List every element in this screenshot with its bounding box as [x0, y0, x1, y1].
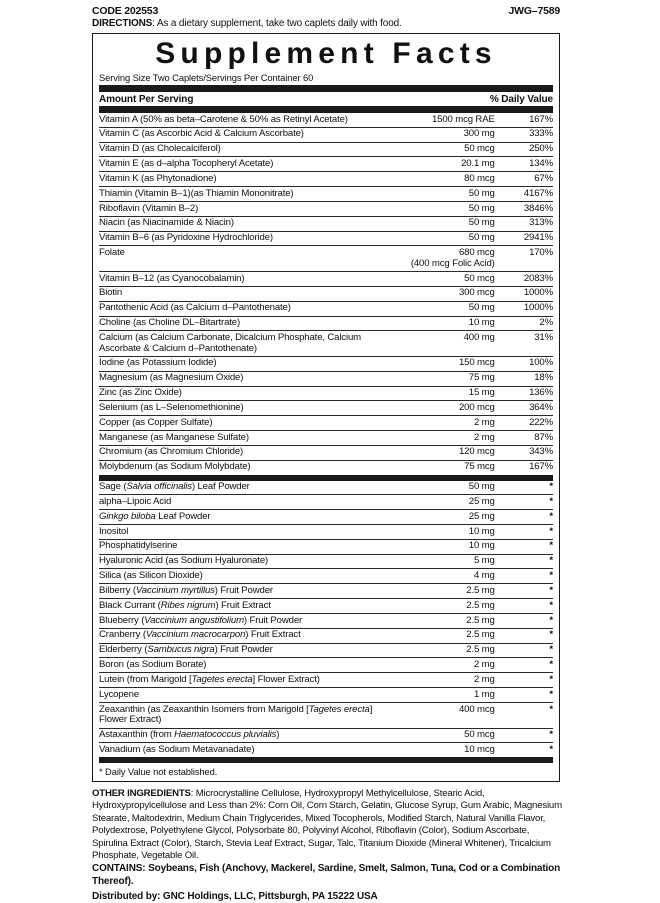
nutrient-daily-value: 3846% [495, 201, 553, 216]
nutrient-daily-value: 343% [495, 445, 553, 460]
blend-ingredient-amount: 2 mg [400, 673, 494, 688]
blend-ingredient-amount: 50 mg [400, 481, 494, 495]
nutrient-daily-value: 18% [495, 371, 553, 386]
table-row [99, 356, 553, 371]
nutrient-amount: 300 mcg [400, 286, 494, 301]
nutrient-name: Vitamin B–12 (as Cyanocobalamin) [99, 272, 400, 287]
distributed-by-line: Distributed by: GNC Holdings, LLC, Pittsburgh, PA 15222 USA [92, 891, 378, 903]
nutrient-amount: 2 mg [400, 416, 494, 431]
blend-ingredient-name: Lycopene [99, 688, 400, 703]
nutrient-daily-value: 2083% [495, 272, 553, 287]
nutrient-name: Vitamin D (as Cholecalciferol) [99, 142, 400, 157]
table-row [99, 554, 553, 569]
nutrient-name: Molybdenum (as Sodium Molybdate) [99, 461, 251, 473]
table-row [99, 539, 553, 554]
table-row [99, 481, 553, 495]
nutrient-name: Magnesium (as Magnesium Oxide) [99, 371, 400, 386]
blend-ingredient-amount: 10 mcg [464, 743, 495, 755]
table-row [99, 743, 553, 757]
table-row [99, 331, 553, 357]
table-row [99, 688, 553, 703]
blend-ingredient-daily-value: * [495, 673, 553, 688]
blend-ingredient-name: Silica (as Silicon Dioxide) [99, 569, 400, 584]
table-row [99, 569, 553, 584]
nutrient-amount: 50 mg [400, 187, 494, 202]
nutrient-daily-value: 134% [495, 157, 553, 172]
table-row [99, 584, 553, 599]
nutrient-daily-value: 313% [495, 216, 553, 231]
blend-ingredient-daily-value: * [549, 743, 553, 755]
nutrient-amount: 50 mg [400, 231, 494, 246]
amount-header-row [99, 92, 553, 108]
blend-ingredient-daily-value: * [495, 569, 553, 584]
nutrient-name: Choline (as Choline DL–Bitartrate) [99, 316, 400, 331]
nutrient-daily-value: 136% [495, 386, 553, 401]
nutrient-daily-value: 2% [495, 316, 553, 331]
blend-ingredient-daily-value: * [495, 702, 553, 728]
nutrient-name: Vitamin A (50% as beta–Carotene & 50% as Retinyl Acetate) [99, 113, 400, 127]
table-row [99, 416, 553, 431]
nutrient-amount: 120 mcg [400, 445, 494, 460]
blend-ingredient-daily-value: * [495, 584, 553, 599]
blend-ingredient-amount: 1 mg [400, 688, 494, 703]
nutrient-daily-value: 4167% [495, 187, 553, 202]
table-row [99, 628, 553, 643]
table-row [99, 525, 553, 540]
directions-line [92, 18, 560, 29]
blend-ingredient-amount: 2 mg [400, 658, 494, 673]
blend-ingredient-amount: 50 mcg [400, 728, 494, 743]
blend-ingredient-amount: 10 mg [400, 539, 494, 554]
nutrient-name: Zinc (as Zinc Oxide) [99, 386, 400, 401]
blend-ingredient-amount: 25 mg [400, 510, 494, 525]
table-row [99, 445, 553, 460]
table-row [99, 510, 553, 525]
blend-ingredient-amount: 2.5 mg [400, 613, 494, 628]
table-row [99, 187, 553, 202]
nutrient-amount: 300 mg [400, 127, 494, 142]
nutrient-daily-value: 1000% [495, 301, 553, 316]
table-row [99, 401, 553, 416]
product-code-bar [92, 5, 560, 17]
blend-ingredient-daily-value: * [495, 728, 553, 743]
blend-ingredient-name: Phosphatidylserine [99, 539, 400, 554]
nutrient-name: Niacin (as Niacinamide & Niacin) [99, 216, 400, 231]
other-ingredients-label: OTHER INGREDIENTS [92, 788, 191, 799]
nutrient-daily-value: 67% [495, 172, 553, 187]
table-row [99, 386, 553, 401]
blend-ingredient-amount: 10 mg [400, 525, 494, 540]
nutrient-amount: 50 mcg [400, 142, 494, 157]
allergen-contains-line: CONTAINS: Soybeans, Fish (Anchovy, Mackerel, Sardine, Smelt, Salmon, Tuna, Cod or a Combination Thereof). [92, 863, 561, 888]
table-row [99, 613, 553, 628]
table-row [99, 231, 553, 246]
nutrient-name: Chromium (as Chromium Chloride) [99, 445, 400, 460]
table-row [99, 113, 553, 127]
sku-code: JWG–7589 [508, 5, 560, 17]
blend-table [99, 481, 553, 758]
nutrient-name: Manganese (as Manganese Sulfate) [99, 431, 400, 446]
footer-block [92, 788, 562, 903]
directions-text: : As a dietary supplement, take two caplets daily with food. [152, 18, 402, 29]
blend-ingredient-daily-value: * [495, 628, 553, 643]
nutrient-name: Thiamin (Vitamin B–1)(as Thiamin Mononitrate) [99, 187, 400, 202]
serving-size-line: Serving Size Two Caplets/Servings Per Container 60 [99, 72, 553, 86]
nutrient-amount: 50 mg [400, 216, 494, 231]
blend-ingredient-daily-value: * [495, 495, 553, 510]
nutrient-name: Iodine (as Potassium Iodide) [99, 356, 400, 371]
table-row [99, 142, 553, 157]
blend-ingredient-daily-value: * [495, 643, 553, 658]
blend-ingredient-amount: 2.5 mg [400, 628, 494, 643]
nutrient-amount: 80 mcg [400, 172, 494, 187]
blend-ingredient-name: Zeaxanthin (as Zeaxanthin Isomers from Marigold [Tagetes erecta] Flower Extract) [99, 702, 400, 728]
blend-ingredient-name: Elderberry (Sambucus nigra) Fruit Powder [99, 643, 400, 658]
nutrient-amount: 150 mcg [400, 356, 494, 371]
other-ingredients-text: : Microcrystalline Cellulose, Hydroxypropyl Methylcellulose, Stearic Acid, Hydroxypropylcellulose and Less than 2%: Corn Oil, Corn Starch, Gelatin, Glucose Syrup, Gum Arabic, Magnesium Stearate, Maltodextrin, Medium Chain Triglycerides, Mixed Tocopherols, Modified Starch, Natural Vanilla Flavor, Polydextrose, Polyethylene Glycol, Polysorbate 80, Polyvinyl Alcohol, Riboflavin (Color), Sodium Ascorbate, Spirulina Extract (Color), Starch, Stevia Leaf Extract, Sugar, Talc, Titanium Dioxide (Mineral Whitener), Tricalcium Phosphate, Vegetable Oil. [92, 788, 562, 861]
nutrient-daily-value: 333% [495, 127, 553, 142]
table-row [99, 216, 553, 231]
nutrient-name: Vitamin K (as Phytonadione) [99, 172, 400, 187]
nutrient-table [99, 113, 553, 475]
table-row [99, 495, 553, 510]
nutrient-daily-value: 364% [495, 401, 553, 416]
table-row [99, 201, 553, 216]
table-row [99, 157, 553, 172]
nutrient-daily-value: 2941% [495, 231, 553, 246]
blend-ingredient-amount: 400 mcg [400, 702, 494, 728]
blend-ingredient-amount: 4 mg [400, 569, 494, 584]
table-row [99, 316, 553, 331]
blend-ingredient-daily-value: * [495, 613, 553, 628]
nutrient-amount: 1500 mcg RAE [400, 113, 494, 127]
blend-ingredient-name: Black Currant (Ribes nigrum) Fruit Extract [99, 599, 400, 614]
nutrient-amount: 50 mg [400, 301, 494, 316]
blend-ingredient-name: Vanadium (as Sodium Metavanadate) [99, 743, 255, 755]
nutrient-amount: 10 mg [400, 316, 494, 331]
nutrient-name: Copper (as Copper Sulfate) [99, 416, 400, 431]
blend-ingredient-amount: 5 mg [400, 554, 494, 569]
nutrient-name: Vitamin E (as d–alpha Tocopheryl Acetate) [99, 157, 400, 172]
table-row [99, 286, 553, 301]
nutrient-amount: 75 mcg [464, 461, 495, 473]
product-code: CODE 202553 [92, 5, 159, 17]
nutrient-amount: 15 mg [400, 386, 494, 401]
nutrient-daily-value: 87% [495, 431, 553, 446]
nutrient-daily-value: 1000% [495, 286, 553, 301]
blend-ingredient-name: Hyaluronic Acid (as Sodium Hyaluronate) [99, 554, 400, 569]
blend-ingredient-name: Boron (as Sodium Borate) [99, 658, 400, 673]
supplement-facts-panel [92, 33, 560, 782]
nutrient-daily-value: 250% [495, 142, 553, 157]
nutrient-name: Folate [99, 246, 400, 272]
blend-ingredient-daily-value: * [495, 599, 553, 614]
nutrient-amount: 200 mcg [400, 401, 494, 416]
table-row [99, 673, 553, 688]
nutrient-name: Biotin [99, 286, 400, 301]
nutrient-name: Vitamin C (as Ascorbic Acid & Calcium Ascorbate) [99, 127, 400, 142]
table-row [99, 599, 553, 614]
nutrient-amount: 20.1 mg [400, 157, 494, 172]
blend-ingredient-amount: 25 mg [400, 495, 494, 510]
directions-label: DIRECTIONS [92, 18, 153, 29]
other-ingredients-paragraph [92, 788, 562, 862]
blend-ingredient-daily-value: * [495, 688, 553, 703]
blend-ingredient-name: Bilberry (Vaccinium myrtillus) Fruit Powder [99, 584, 400, 599]
blend-ingredient-amount: 2.5 mg [400, 643, 494, 658]
blend-ingredient-daily-value: * [495, 510, 553, 525]
table-row [99, 127, 553, 142]
blend-ingredient-amount: 2.5 mg [400, 599, 494, 614]
blend-ingredient-name: Cranberry (Vaccinium macrocarpon) Fruit Extract [99, 628, 400, 643]
table-row [99, 371, 553, 386]
blend-ingredient-daily-value: * [495, 525, 553, 540]
nutrient-amount: 400 mg [400, 331, 494, 357]
table-row [99, 301, 553, 316]
blend-ingredient-daily-value: * [495, 554, 553, 569]
nutrient-daily-value: 170% [495, 246, 553, 272]
table-row [99, 728, 553, 743]
blend-ingredient-name: Astaxanthin (from Haematococcus pluvialis) [99, 728, 400, 743]
blend-ingredient-daily-value: * [495, 539, 553, 554]
blend-ingredient-name: Sage (Salvia officinalis) Leaf Powder [99, 481, 400, 495]
table-row [99, 643, 553, 658]
daily-value-footnote: * Daily Value not established. [99, 765, 218, 777]
nutrient-amount: 50 mcg [400, 272, 494, 287]
nutrient-name: Vitamin B–6 (as Pyridoxine Hydrochloride) [99, 231, 400, 246]
nutrient-amount: 75 mg [400, 371, 494, 386]
table-row [99, 272, 553, 287]
nutrient-amount: 50 mg [400, 201, 494, 216]
nutrient-name: Riboflavin (Vitamin B–2) [99, 201, 400, 216]
panel-title: Supplement Facts [155, 37, 497, 70]
blend-ingredient-daily-value: * [495, 481, 553, 495]
daily-value-header: % Daily Value [489, 93, 553, 105]
nutrient-daily-value: 222% [495, 416, 553, 431]
blend-ingredient-name: Lutein (from Marigold [Tagetes erecta] Flower Extract) [99, 673, 400, 688]
blend-ingredient-name: Blueberry (Vaccinium angustifolium) Fruit Powder [99, 613, 400, 628]
table-row [99, 460, 553, 474]
table-row [99, 431, 553, 446]
table-row [99, 702, 553, 728]
nutrient-amount: 680 mcg (400 mcg Folic Acid) [400, 246, 494, 272]
table-row [99, 172, 553, 187]
table-row [99, 246, 553, 272]
nutrient-daily-value: 31% [495, 331, 553, 357]
nutrient-name: Pantothenic Acid (as Calcium d–Pantothenate) [99, 301, 400, 316]
blend-ingredient-amount: 2.5 mg [400, 584, 494, 599]
nutrient-amount: 2 mg [400, 431, 494, 446]
blend-ingredient-name: alpha–Lipoic Acid [99, 495, 400, 510]
nutrient-daily-value: 100% [495, 356, 553, 371]
blend-ingredient-daily-value: * [495, 658, 553, 673]
blend-ingredient-name: Inositol [99, 525, 400, 540]
nutrient-name: Calcium (as Calcium Carbonate, Dicalcium Phosphate, Calcium Ascorbate & Calcium d–Pantothenate) [99, 331, 400, 357]
table-row [99, 658, 553, 673]
nutrient-name: Selenium (as L–Selenomethionine) [99, 401, 400, 416]
nutrient-daily-value: 167% [495, 113, 553, 127]
nutrient-daily-value: 167% [529, 461, 553, 473]
blend-ingredient-name: Ginkgo biloba Leaf Powder [99, 510, 400, 525]
amount-per-serving-header: Amount Per Serving [99, 93, 194, 105]
